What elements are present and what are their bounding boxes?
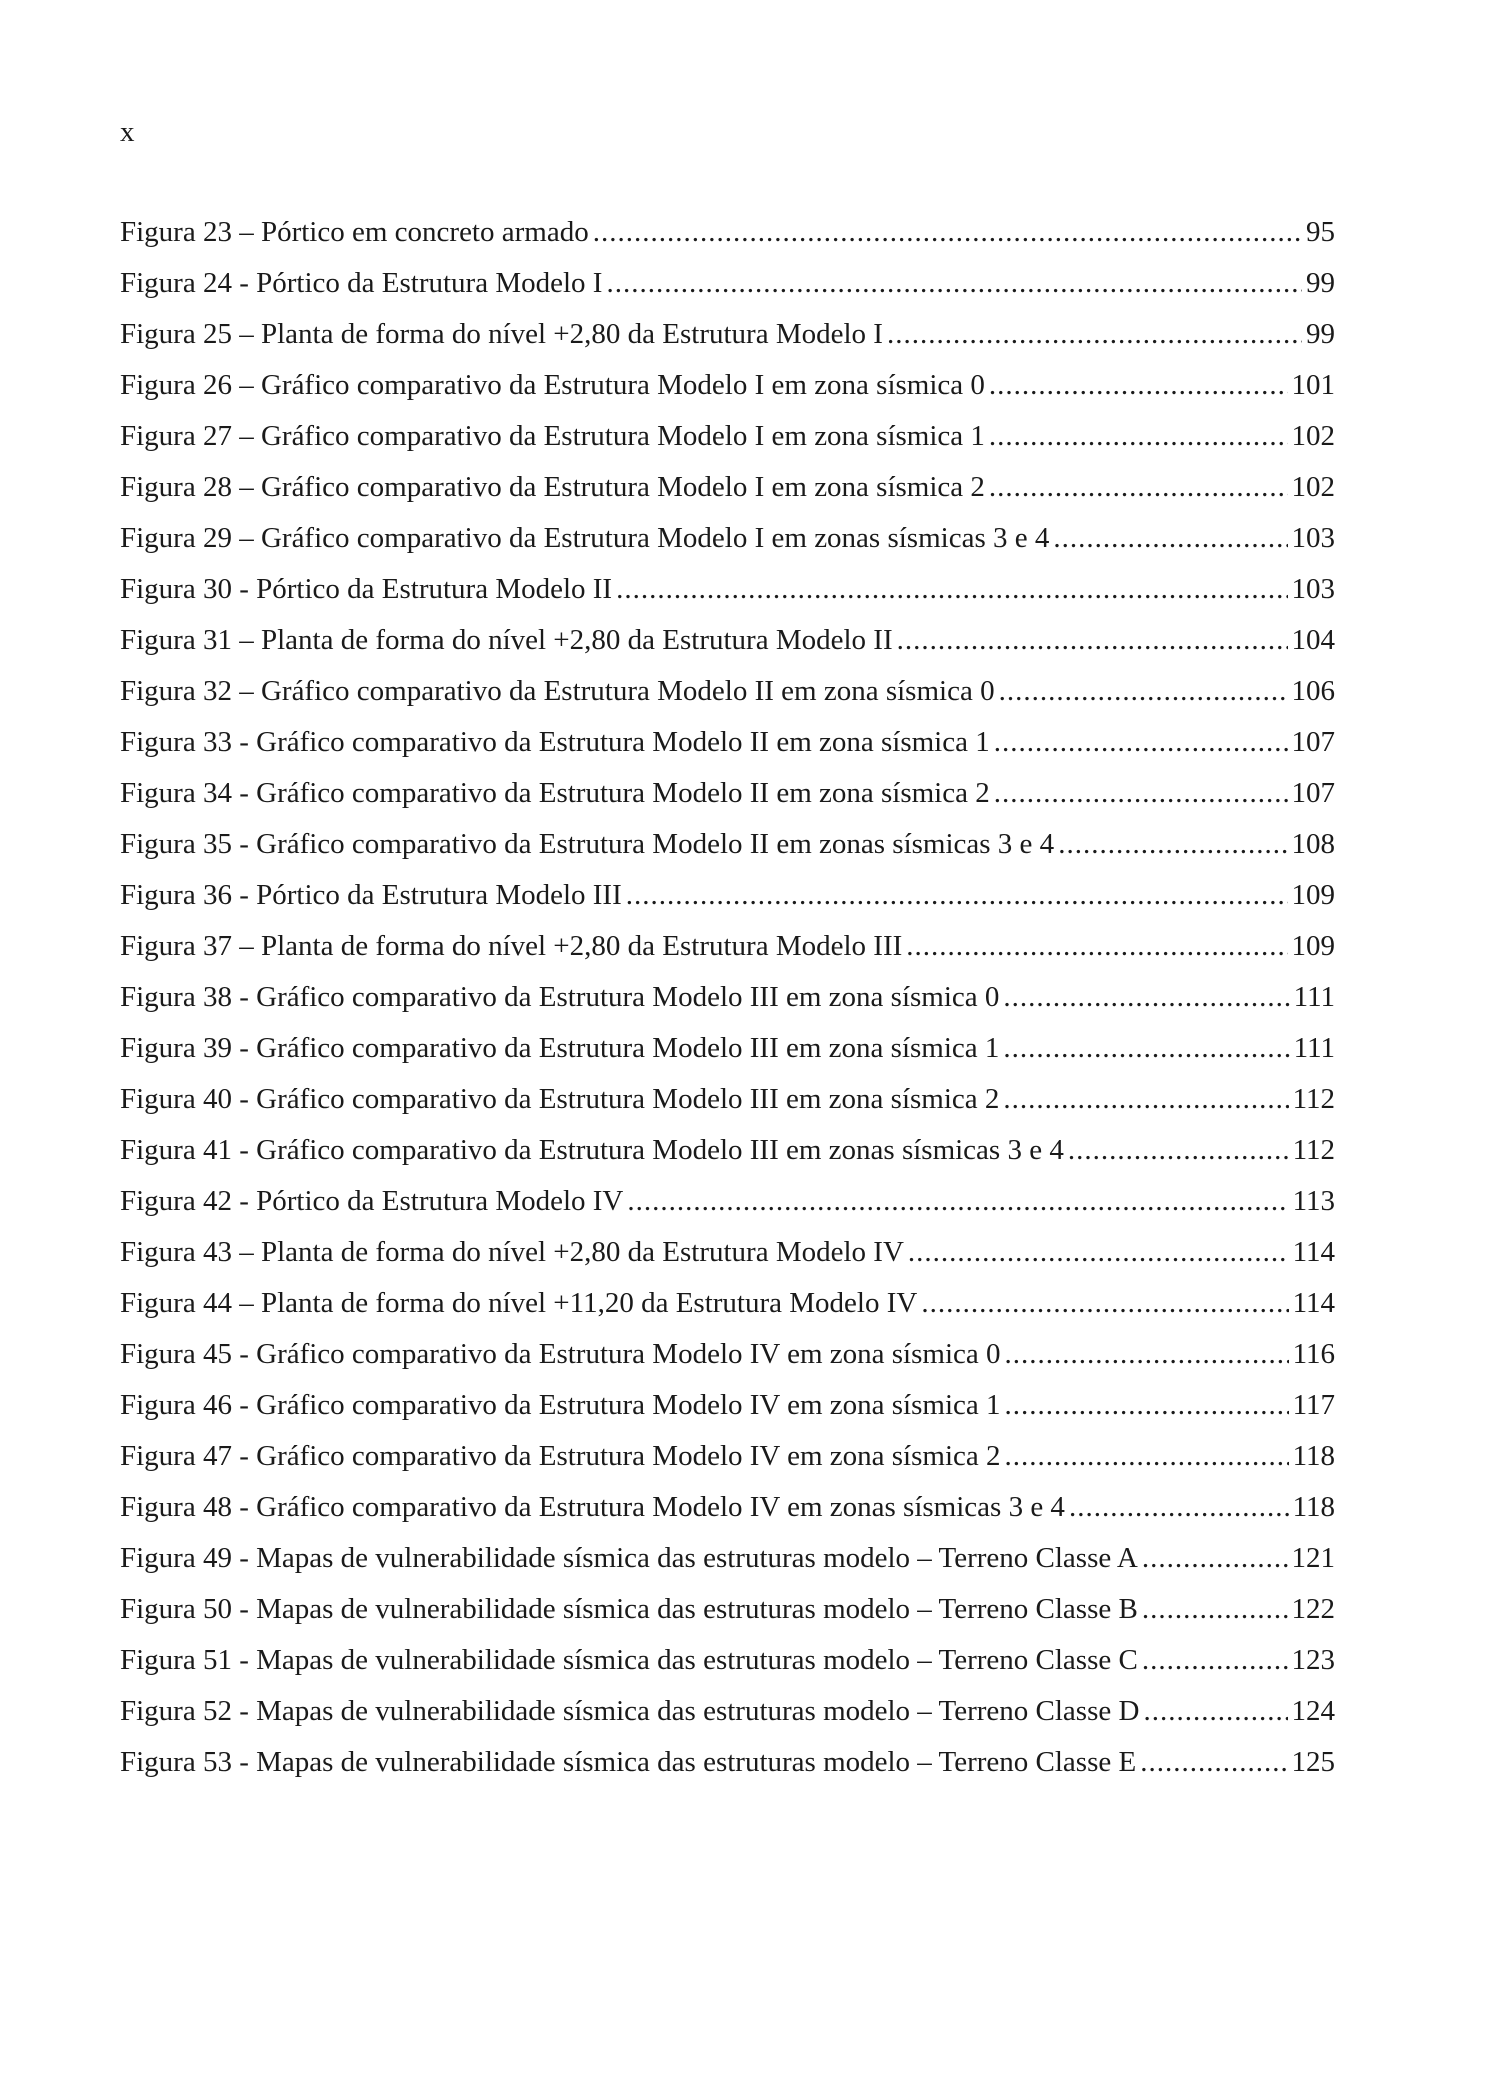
toc-entry-page-number: 125 [1291, 1746, 1335, 1778]
toc-entry-label: Figura 47 - Gráfico comparativo da Estrutura Modelo IV em zona sísmica 2 [120, 1440, 1001, 1472]
dot-leader [908, 1236, 1289, 1269]
toc-entry[interactable] [120, 1440, 1335, 1491]
toc-entry-page-number: 116 [1292, 1338, 1335, 1370]
toc-entry-page-number: 122 [1291, 1593, 1335, 1625]
toc-entry-label: Figura 29 – Gráfico comparativo da Estrutura Modelo I em zonas sísmicas 3 e 4 [120, 522, 1050, 554]
toc-entry-label: Figura 50 - Mapas de vulnerabilidade sísmica das estruturas modelo – Terreno Classe B [120, 1593, 1138, 1625]
toc-entry-label: Figura 42 - Pórtico da Estrutura Modelo IV [120, 1185, 624, 1217]
toc-entry-label: Figura 53 - Mapas de vulnerabilidade sísmica das estruturas modelo – Terreno Classe E [120, 1746, 1137, 1778]
toc-entry-page-number: 113 [1292, 1185, 1335, 1217]
dot-leader [1005, 1389, 1289, 1422]
dot-leader [627, 1185, 1288, 1218]
toc-entry-page-number: 109 [1291, 879, 1335, 911]
toc-entry[interactable] [120, 1644, 1335, 1695]
toc-entry[interactable] [120, 420, 1335, 471]
toc-entry-page-number: 101 [1291, 369, 1335, 401]
dot-leader [1058, 828, 1287, 861]
toc-entry-page-number: 106 [1291, 675, 1335, 707]
toc-entry-page-number: 109 [1291, 930, 1335, 962]
toc-entry-page-number: 111 [1293, 981, 1335, 1013]
toc-entry[interactable] [120, 267, 1335, 318]
dot-leader [1068, 1134, 1289, 1167]
toc-entry-page-number: 118 [1292, 1491, 1335, 1523]
toc-entry-label: Figura 49 - Mapas de vulnerabilidade sísmica das estruturas modelo – Terreno Classe A [120, 1542, 1138, 1574]
dot-leader [606, 267, 1302, 300]
toc-entry-page-number: 114 [1292, 1287, 1335, 1319]
dot-leader [1003, 1032, 1289, 1065]
dot-leader [616, 573, 1287, 606]
toc-entry-label: Figura 25 – Planta de forma do nível +2,80 da Estrutura Modelo I [120, 318, 883, 350]
toc-entry-label: Figura 39 - Gráfico comparativo da Estrutura Modelo III em zona sísmica 1 [120, 1032, 1000, 1064]
dot-leader [1053, 522, 1287, 555]
dot-leader [999, 675, 1288, 708]
toc-entry-label: Figura 23 – Pórtico em concreto armado [120, 216, 589, 248]
toc-entry-label: Figura 24 - Pórtico da Estrutura Modelo I [120, 267, 603, 299]
toc-entry[interactable] [120, 1032, 1335, 1083]
toc-entry-page-number: 124 [1291, 1695, 1335, 1727]
toc-entry[interactable] [120, 981, 1335, 1032]
dot-leader [906, 930, 1287, 963]
toc-entry-label: Figura 45 - Gráfico comparativo da Estrutura Modelo IV em zona sísmica 0 [120, 1338, 1001, 1370]
page-number: x [120, 116, 135, 148]
toc-entry-page-number: 95 [1306, 216, 1335, 248]
toc-entry[interactable] [120, 1287, 1335, 1338]
toc-entry-label: Figura 52 - Mapas de vulnerabilidade sísmica das estruturas modelo – Terreno Classe D [120, 1695, 1140, 1727]
toc-entry[interactable] [120, 1236, 1335, 1287]
toc-entry[interactable] [120, 1389, 1335, 1440]
toc-entry-label: Figura 46 - Gráfico comparativo da Estrutura Modelo IV em zona sísmica 1 [120, 1389, 1001, 1421]
toc-entry-label: Figura 28 – Gráfico comparativo da Estrutura Modelo I em zona sísmica 2 [120, 471, 985, 503]
toc-entry-page-number: 107 [1291, 726, 1335, 758]
toc-entry-label: Figura 34 - Gráfico comparativo da Estrutura Modelo II em zona sísmica 2 [120, 777, 990, 809]
toc-entry-page-number: 112 [1292, 1083, 1335, 1115]
toc-entry-page-number: 121 [1291, 1542, 1335, 1574]
toc-entry-page-number: 118 [1292, 1440, 1335, 1472]
dot-leader [1142, 1542, 1288, 1575]
dot-leader [989, 471, 1288, 504]
dot-leader [1143, 1695, 1287, 1728]
toc-entry[interactable] [120, 1593, 1335, 1644]
toc-entry[interactable] [120, 879, 1335, 930]
toc-entry-label: Figura 48 - Gráfico comparativo da Estrutura Modelo IV em zonas sísmicas 3 e 4 [120, 1491, 1065, 1523]
toc-entry[interactable] [120, 675, 1335, 726]
toc-entry-label: Figura 33 - Gráfico comparativo da Estrutura Modelo II em zona sísmica 1 [120, 726, 990, 758]
toc-entry[interactable] [120, 726, 1335, 777]
dot-leader [897, 624, 1288, 657]
dot-leader [593, 216, 1302, 249]
toc-entry[interactable] [120, 216, 1335, 267]
toc-entry-label: Figura 51 - Mapas de vulnerabilidade sísmica das estruturas modelo – Terreno Classe C [120, 1644, 1138, 1676]
toc-entry-label: Figura 44 – Planta de forma do nível +11,20 da Estrutura Modelo IV [120, 1287, 918, 1319]
toc-entry-page-number: 99 [1306, 318, 1335, 350]
dot-leader [1140, 1746, 1287, 1779]
toc-entry[interactable] [120, 1134, 1335, 1185]
toc-entry-page-number: 102 [1291, 471, 1335, 503]
toc-entry[interactable] [120, 1338, 1335, 1389]
toc-entry-label: Figura 30 - Pórtico da Estrutura Modelo II [120, 573, 613, 605]
dot-leader [921, 1287, 1288, 1320]
toc-entry[interactable] [120, 777, 1335, 828]
dot-leader [989, 420, 1288, 453]
dot-leader [887, 318, 1302, 351]
toc-entry-page-number: 123 [1291, 1644, 1335, 1676]
dot-leader [1003, 1083, 1288, 1116]
toc-entry-label: Figura 37 – Planta de forma do nível +2,80 da Estrutura Modelo III [120, 930, 903, 962]
toc-entry-page-number: 107 [1291, 777, 1335, 809]
toc-entry-page-number: 108 [1291, 828, 1335, 860]
dot-leader [994, 726, 1288, 759]
toc-entry[interactable] [120, 930, 1335, 981]
list-of-figures [120, 216, 1335, 1797]
dot-leader [1142, 1644, 1288, 1677]
toc-entry-label: Figura 38 - Gráfico comparativo da Estrutura Modelo III em zona sísmica 0 [120, 981, 1000, 1013]
toc-entry-page-number: 111 [1293, 1032, 1335, 1064]
toc-entry-label: Figura 31 – Planta de forma do nível +2,80 da Estrutura Modelo II [120, 624, 893, 656]
dot-leader [626, 879, 1288, 912]
toc-entry-page-number: 117 [1292, 1389, 1335, 1421]
dot-leader [1005, 1440, 1289, 1473]
toc-entry-label: Figura 32 – Gráfico comparativo da Estrutura Modelo II em zona sísmica 0 [120, 675, 995, 707]
toc-entry-page-number: 112 [1292, 1134, 1335, 1166]
toc-entry-label: Figura 40 - Gráfico comparativo da Estrutura Modelo III em zona sísmica 2 [120, 1083, 1000, 1115]
dot-leader [1142, 1593, 1288, 1626]
toc-entry-label: Figura 27 – Gráfico comparativo da Estrutura Modelo I em zona sísmica 1 [120, 420, 985, 452]
dot-leader [1005, 1338, 1289, 1371]
toc-entry-label: Figura 35 - Gráfico comparativo da Estrutura Modelo II em zonas sísmicas 3 e 4 [120, 828, 1055, 860]
toc-entry-page-number: 104 [1291, 624, 1335, 656]
toc-entry[interactable] [120, 471, 1335, 522]
toc-entry[interactable] [120, 828, 1335, 879]
toc-entry-page-number: 114 [1292, 1236, 1335, 1268]
dot-leader [1003, 981, 1289, 1014]
toc-entry-page-number: 103 [1291, 522, 1335, 554]
toc-entry[interactable] [120, 522, 1335, 573]
dot-leader [1069, 1491, 1289, 1524]
toc-entry-label: Figura 36 - Pórtico da Estrutura Modelo III [120, 879, 622, 911]
toc-entry[interactable] [120, 369, 1335, 420]
toc-entry[interactable] [120, 624, 1335, 675]
toc-entry[interactable] [120, 1746, 1335, 1797]
toc-entry-label: Figura 26 – Gráfico comparativo da Estrutura Modelo I em zona sísmica 0 [120, 369, 985, 401]
dot-leader [989, 369, 1288, 402]
toc-entry-page-number: 99 [1306, 267, 1335, 299]
toc-entry[interactable] [120, 1491, 1335, 1542]
toc-entry[interactable] [120, 1542, 1335, 1593]
toc-entry[interactable] [120, 1185, 1335, 1236]
toc-entry[interactable] [120, 1695, 1335, 1746]
toc-entry[interactable] [120, 318, 1335, 369]
toc-entry-label: Figura 43 – Planta de forma do nível +2,80 da Estrutura Modelo IV [120, 1236, 904, 1268]
toc-entry-label: Figura 41 - Gráfico comparativo da Estrutura Modelo III em zonas sísmicas 3 e 4 [120, 1134, 1064, 1166]
toc-entry[interactable] [120, 1083, 1335, 1134]
dot-leader [994, 777, 1288, 810]
toc-entry-page-number: 102 [1291, 420, 1335, 452]
toc-entry[interactable] [120, 573, 1335, 624]
toc-entry-page-number: 103 [1291, 573, 1335, 605]
